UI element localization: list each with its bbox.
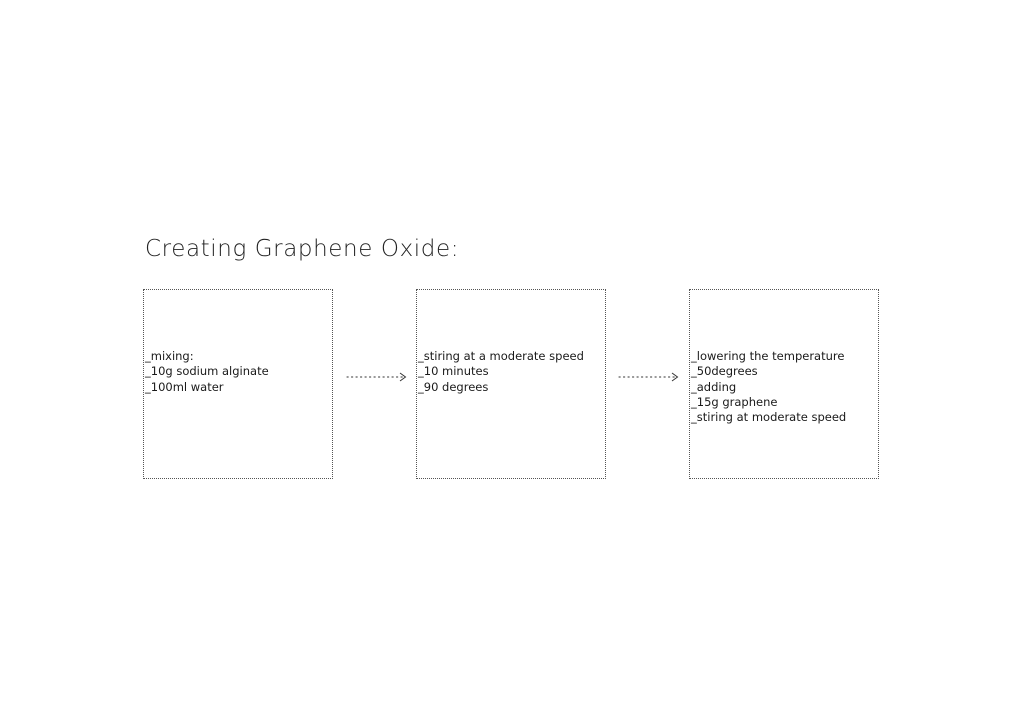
step-line: _100ml water bbox=[145, 379, 224, 394]
step-line: _stiring at a moderate speed bbox=[418, 349, 584, 363]
step-box-mixing bbox=[143, 289, 333, 479]
step-line: _lowering the temperature bbox=[691, 349, 845, 363]
step-line: _mixing: bbox=[145, 349, 194, 363]
step-line: _10 minutes bbox=[418, 364, 489, 379]
step-lines bbox=[418, 349, 584, 395]
step-line: _stiring at moderate speed bbox=[691, 410, 847, 425]
diagram-title: Creating Graphene Oxide: bbox=[145, 236, 460, 262]
step-box-stirring bbox=[416, 289, 606, 479]
step-line: _15g graphene bbox=[691, 394, 778, 409]
step-line: _10g sodium alginate bbox=[145, 364, 269, 379]
dotted-arrow-icon bbox=[346, 370, 410, 384]
step-lines bbox=[691, 349, 846, 425]
step-line: _90 degrees bbox=[418, 379, 489, 394]
step-line: _50degrees bbox=[691, 364, 758, 379]
step-lines bbox=[145, 349, 269, 395]
dotted-arrow-icon bbox=[618, 370, 682, 384]
step-line: _adding bbox=[691, 379, 737, 394]
step-box-adding-graphene bbox=[689, 289, 879, 479]
